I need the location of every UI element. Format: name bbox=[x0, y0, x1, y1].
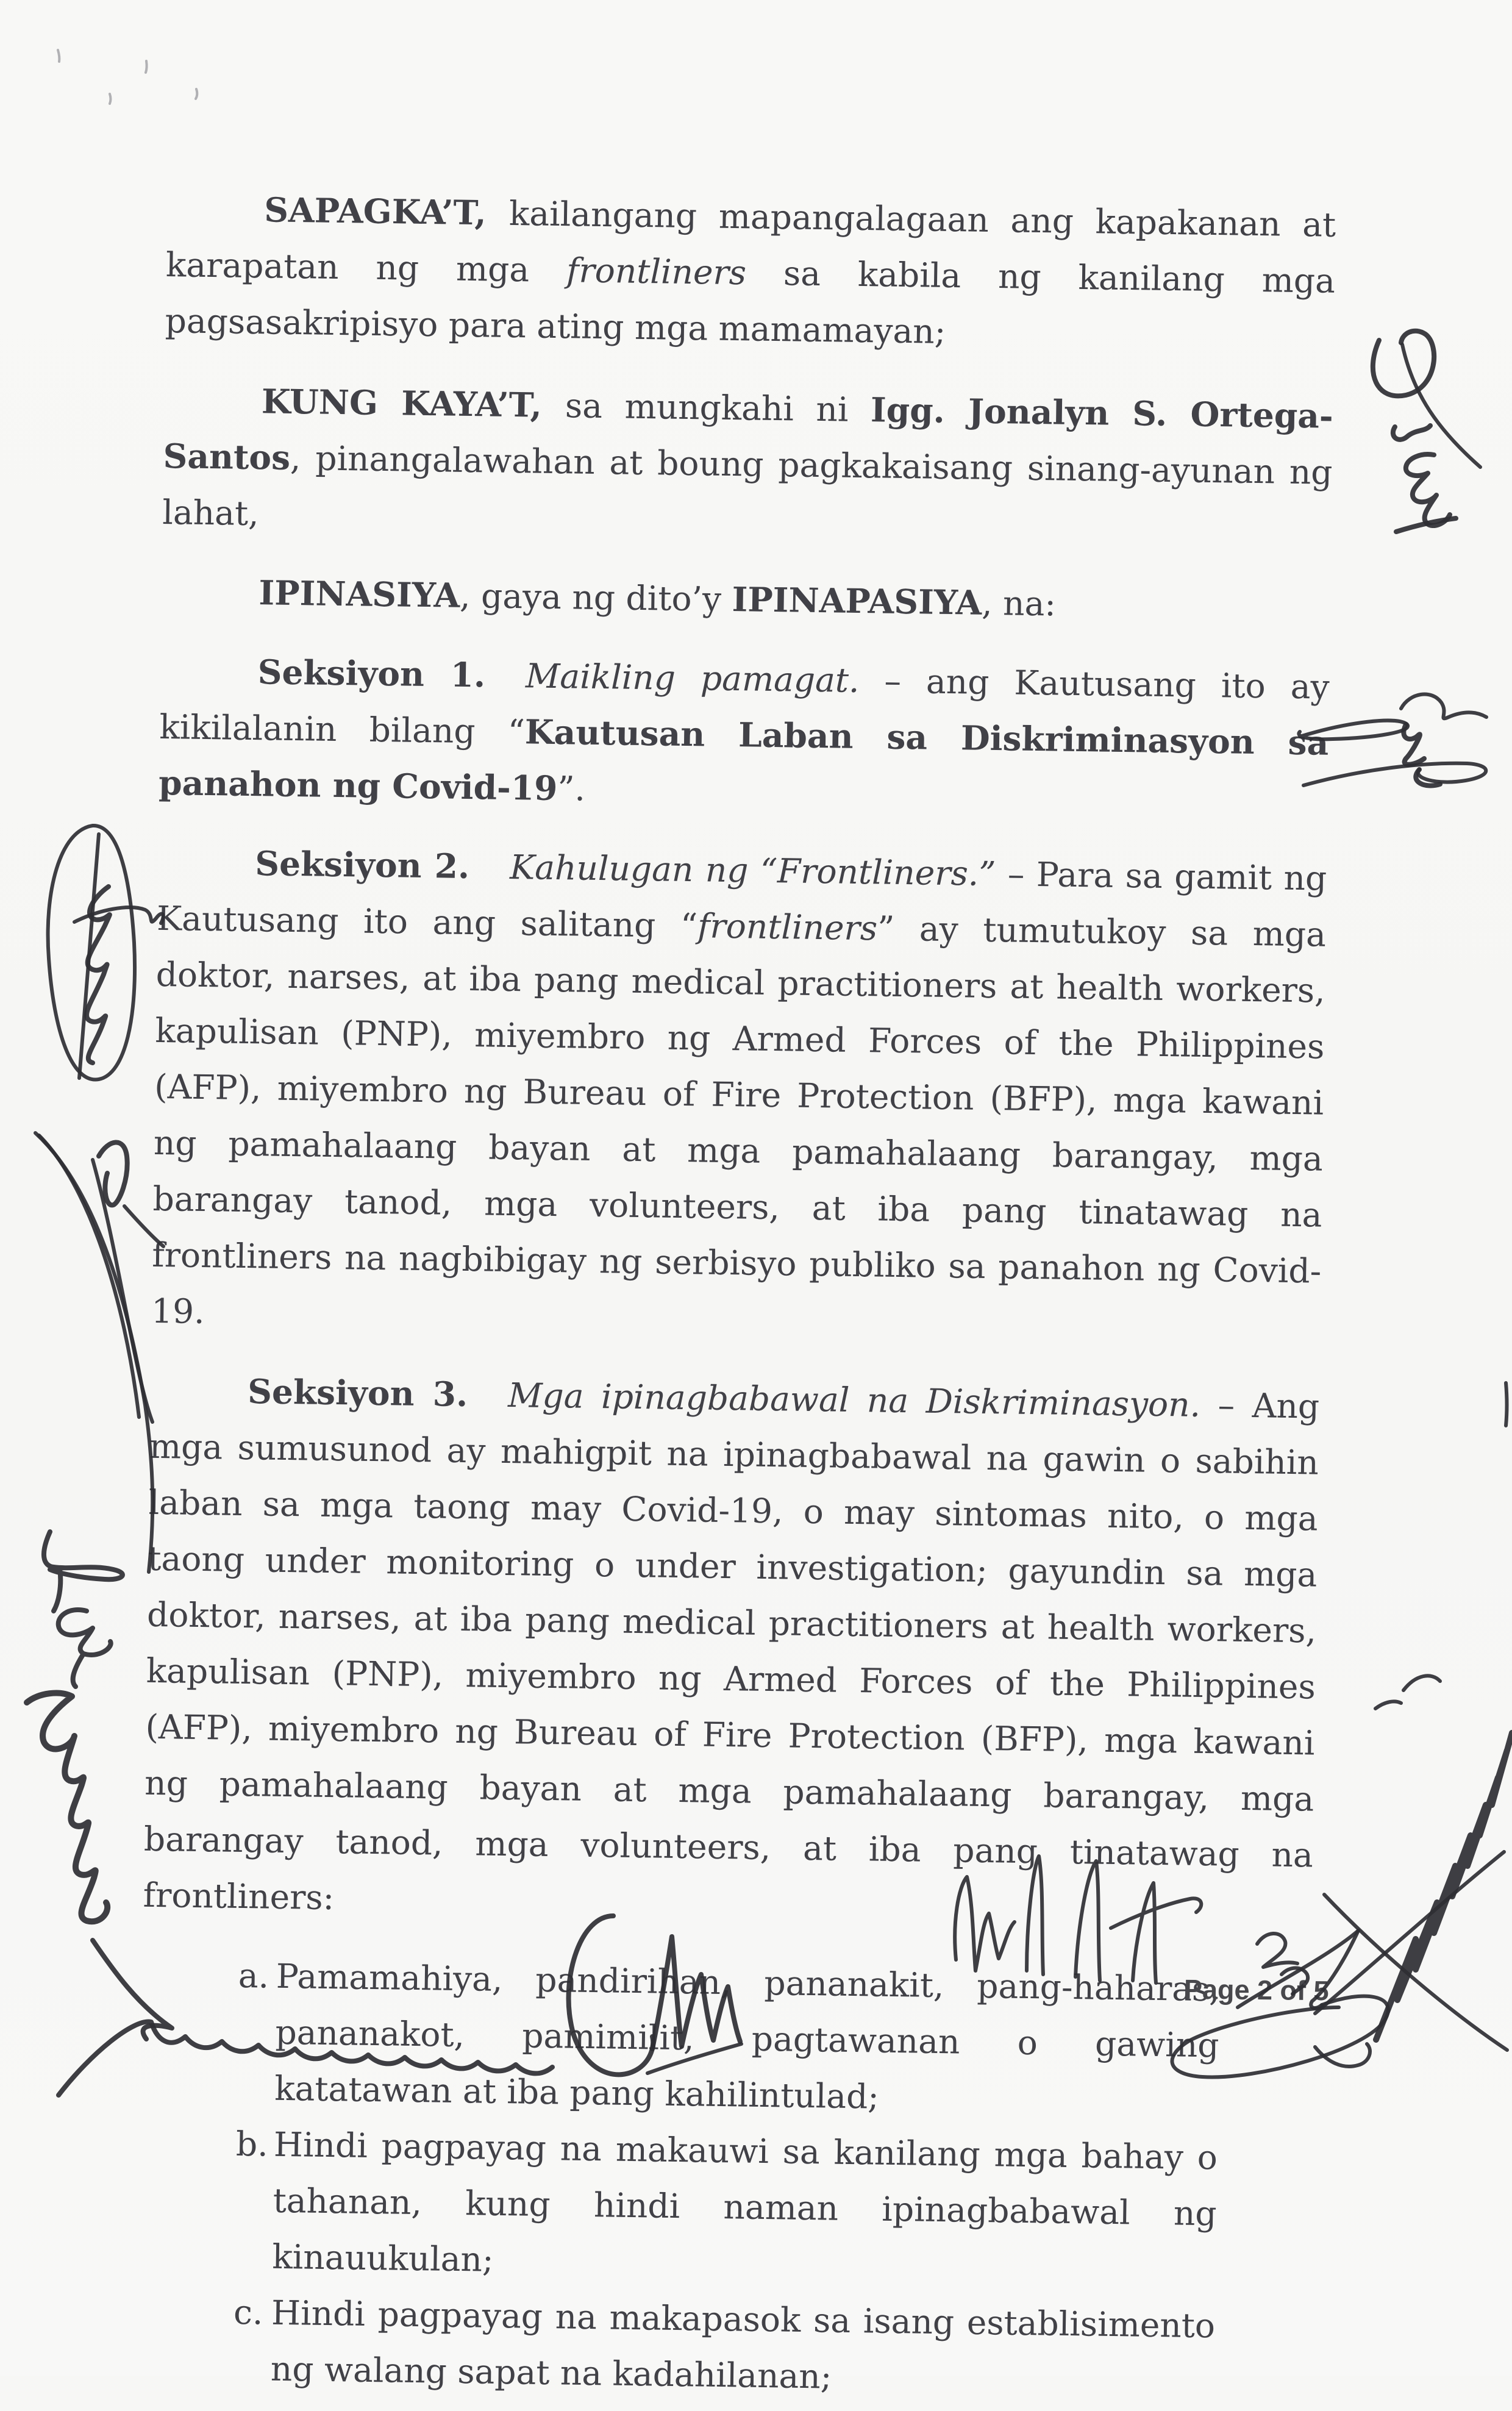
text-segment: IPINASIYA bbox=[259, 573, 460, 615]
section-label: Seksiyon 3. bbox=[247, 1371, 468, 1415]
text-segment: – Para sa gamit ng Kautusang ito ang salitang “ bbox=[156, 854, 1327, 946]
section-label: Seksiyon 2. bbox=[254, 843, 470, 887]
section-title: Mga ipinagbabawal na Diskriminasyon. bbox=[507, 1376, 1201, 1424]
list-item-text: Pamamahiya, pandirihan, pananakit, pang-haharas, pananakot, pamimilit, pagtawanan o gawing katatawan at iba pang kahilintulad; bbox=[274, 1956, 1221, 2116]
list-item-text: Hindi pagpayag na makapasok sa isang establisimento ng walang sapat na kadahilanan; bbox=[270, 2293, 1216, 2396]
text-segment: IPINAPASIYA bbox=[732, 579, 982, 623]
list-item bbox=[234, 2116, 1218, 2298]
section-label: Seksiyon 1. bbox=[257, 652, 486, 695]
text-segment: frontliners bbox=[697, 906, 878, 948]
text-segment: SAPAGKA’T, bbox=[263, 190, 510, 233]
prohibited-acts-list bbox=[232, 1948, 1220, 2410]
text-segment: , pinangalawahan at boung pagkakaisang sinang-ayunan ng lahat, bbox=[162, 438, 1333, 534]
text-segment: sa mungkahi ni bbox=[565, 386, 871, 430]
list-item bbox=[237, 1948, 1221, 2129]
text-segment: frontliners bbox=[566, 251, 747, 293]
text-segment: sa kabila ng kanilang mga pagsasakripisyo para ating mga mamamayan; bbox=[165, 253, 1336, 351]
section-title: Maikling pamagat. bbox=[525, 656, 860, 700]
document-text-block bbox=[136, 180, 1336, 2411]
text-segment: , na: bbox=[981, 583, 1057, 624]
list-item-text: Hindi pagpayag na makauwi sa kanilang mga bahay o tahanan, kung hindi naman ipinagbabawal ng kinauukulan; bbox=[272, 2124, 1218, 2279]
paragraph-seksiyon-2 bbox=[151, 834, 1327, 1356]
text-segment: ”. bbox=[557, 769, 586, 809]
text-segment: Kautusan Laban sa Diskriminasyon sa panahon ng Covid-19 bbox=[158, 712, 1329, 809]
list-item-marker: a. bbox=[238, 1956, 269, 1996]
paragraph-seksiyon-1 bbox=[159, 643, 1330, 827]
text-segment: Igg. Jonalyn S. Ortega-Santos bbox=[163, 390, 1334, 477]
section-title: Kahulugan ng “Frontliners.” bbox=[509, 847, 996, 894]
list-item bbox=[232, 2284, 1215, 2410]
text-segment: – ang Kautusang ito ay kikilalanin bilang “ bbox=[159, 660, 1330, 752]
text-segment: , gaya ng dito’y bbox=[459, 576, 733, 620]
page-number: Page 2 of 5 bbox=[1183, 1973, 1329, 2007]
paragraph-seksiyon-3 bbox=[143, 1362, 1320, 1940]
paragraph-ipinasiya bbox=[161, 563, 1331, 636]
paragraph-sapagkat bbox=[165, 180, 1336, 365]
list-item-marker: c. bbox=[233, 2292, 263, 2332]
list-item-marker: b. bbox=[235, 2124, 269, 2164]
text-segment: KUNG KAYA’T, bbox=[261, 381, 566, 426]
text-segment: – Ang mga sumusunod ay mahigpit na ipinagbabawal na gawin o sabihin laban sa mga taong may Covid-19, o may sintomas nito, o mga taong under monitoring o under investigation; gayundin sa mga doktor, narses, at iba pang medical practitioners at health workers, kapulisan (PNP), miyembro ng Armed Forces of the Philippines (AFP), miyembro ng Bureau of Fire Protection (BFP), mga kawani ng pamahalaang bayan at mga pamahalaang barangay, mga barangay tanod, mga volunteers, at iba pang tinatawag na frontliners: bbox=[143, 1385, 1320, 1918]
text-segment: ” ay tumutukoy sa mga doktor, narses, at iba pang medical practitioners at health workers, kapulisan (PNP), miyembro ng Armed Forces of the Philippines (AFP), miyembro ng Bureau of Fire Protection (BFP), mga kawani ng pamahalaang bayan at mga pamahalaang barangay, mga barangay tanod, mga volunteers, at iba pang tinatawag na frontliners na nagbibigay ng serbisyo publiko sa panahon ng Covid-19. bbox=[151, 909, 1327, 1332]
text-segment: kailangang mapangalagaan ang kapakanan at karapatan ng mga bbox=[165, 193, 1336, 290]
paragraph-kung-kayat bbox=[162, 372, 1334, 557]
